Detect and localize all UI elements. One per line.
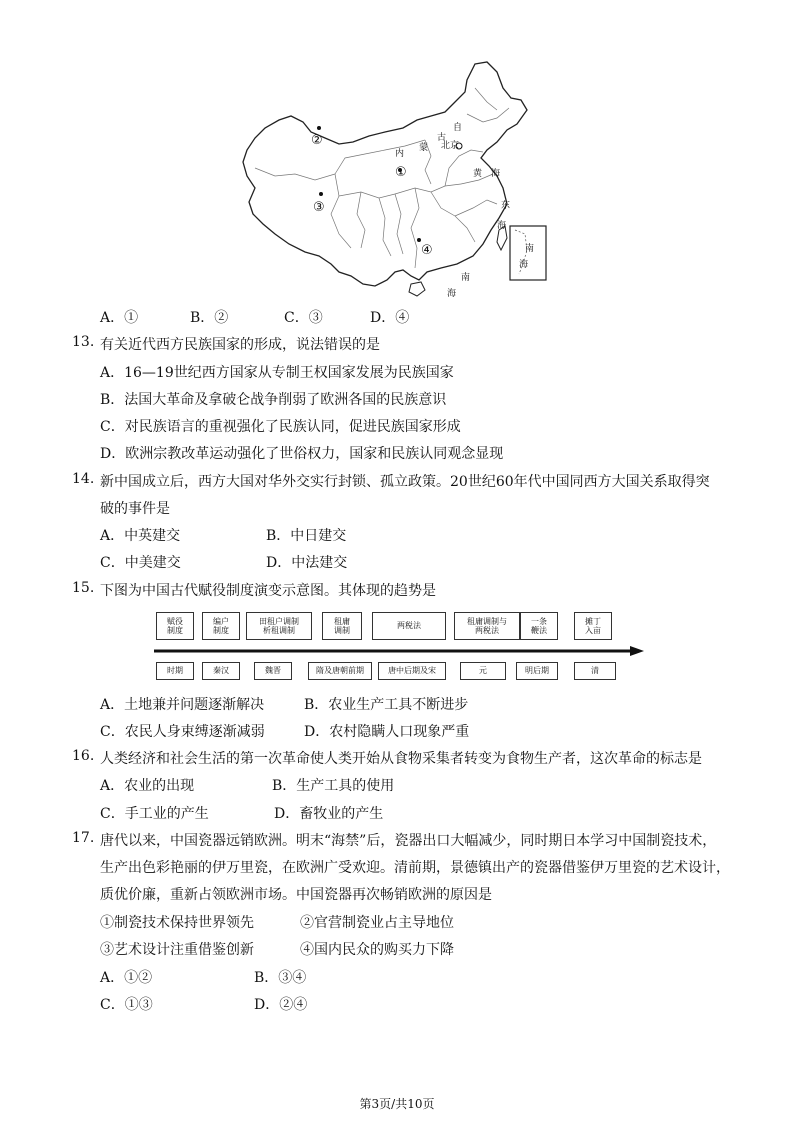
svg-text:黄: 黄	[473, 169, 483, 179]
timeline-period-box: 元	[460, 662, 506, 680]
timeline-top-box: 赋役 制度	[156, 612, 194, 640]
china-map	[235, 58, 565, 303]
timeline-period-box: 秦汉	[202, 662, 240, 680]
hainan-island	[409, 282, 425, 296]
q13-option-b[interactable]: B．法国大革命及拿破仑战争削弱了欧洲各国的民族意识	[100, 392, 447, 408]
timeline-top-box: 租庸调制与 两税法	[454, 612, 520, 640]
q17-item-3: ③艺术设计注重借鉴创新	[100, 942, 254, 958]
timeline-arrow	[150, 646, 650, 656]
question-stem: 唐代以来，中国瓷器远销欧洲。明末“海禁”后，瓷器出口大幅减少，同时期日本学习中国制瓷技术，	[100, 833, 717, 849]
q14-option-a[interactable]: A．中英建交	[100, 528, 181, 544]
mark-2: ②	[311, 133, 323, 148]
question-number: 16.	[72, 748, 95, 764]
q13-option-c[interactable]: C．对民族语言的重视强化了民族认同，促进民族国家形成	[100, 419, 461, 435]
question-stem: 有关近代西方民族国家的形成，说法错误的是	[100, 337, 380, 353]
timeline-top-box: 田租户调制 析租调制	[246, 612, 312, 640]
q16-option-c[interactable]: C．手工业的产生	[100, 806, 209, 822]
question-number: 17.	[72, 830, 95, 846]
question-number: 15.	[72, 580, 95, 596]
svg-text:东: 东	[501, 201, 511, 211]
mark-1: ①	[395, 165, 407, 180]
svg-text:海: 海	[519, 260, 529, 270]
q15-option-b[interactable]: B．农业生产工具不断进步	[304, 697, 469, 713]
svg-text:内: 内	[395, 149, 405, 159]
q15-option-a[interactable]: A．土地兼并问题逐渐解决	[100, 697, 265, 713]
svg-text:南: 南	[461, 273, 471, 283]
q12-option-b[interactable]: B．②	[190, 310, 229, 326]
q13-option-d[interactable]: D．欧洲宗教改革运动强化了世俗权力，国家和民族认同观念显现	[100, 446, 504, 462]
question-number: 14.	[72, 471, 95, 487]
question-stem-cont: 生产出色彩艳丽的伊万里瓷，在欧洲广受欢迎。清前期，景德镇出产的瓷器借鉴伊万里瓷的艺术设计，	[100, 860, 730, 876]
timeline-top-box: 租庸 调制	[322, 612, 362, 640]
mark-3: ③	[313, 200, 325, 215]
question-number: 13.	[72, 334, 95, 350]
timeline-period-box: 魏晋	[254, 662, 292, 680]
q17-option-a[interactable]: A．①②	[100, 970, 153, 986]
q13-option-a[interactable]: A．16—19世纪西方国家从专制王权国家发展为民族国家	[100, 365, 454, 381]
timeline-period-box: 唐中后期及宋	[378, 662, 446, 680]
question-stem: 新中国成立后，西方大国对华外交实行封锁、孤立政策。20世纪60年代中国同西方大国关系取得突	[100, 474, 710, 490]
svg-text:蒙: 蒙	[419, 143, 429, 153]
q16-option-b[interactable]: B．生产工具的使用	[272, 778, 395, 794]
svg-text:古: 古	[437, 133, 447, 143]
question-stem: 下图为中国古代赋役制度演变示意图。其体现的趋势是	[100, 583, 436, 599]
tax-timeline-diagram	[150, 610, 650, 682]
q14-option-c[interactable]: C．中美建交	[100, 555, 181, 571]
svg-text:南: 南	[525, 244, 535, 254]
timeline-period-box: 明后期	[516, 662, 558, 680]
timeline-top-box: 两税法	[372, 612, 446, 640]
svg-text:自: 自	[453, 123, 463, 133]
timeline-top-box: 编户 制度	[202, 612, 240, 640]
q15-option-c[interactable]: C．农民人身束缚逐渐减弱	[100, 724, 265, 740]
timeline-top-box: 摊丁 入亩	[574, 612, 612, 640]
timeline-period-box: 隋及唐朝前期	[308, 662, 372, 680]
q14-option-b[interactable]: B．中日建交	[266, 528, 347, 544]
q16-option-d[interactable]: D．畜牧业的产生	[274, 806, 384, 822]
timeline-top-box: 一条 鞭法	[520, 612, 558, 640]
beijing-label: 北京	[441, 141, 460, 151]
page-footer: 第3页/共10页	[359, 1097, 435, 1111]
svg-text:海: 海	[491, 169, 501, 179]
q14-option-d[interactable]: D．中法建交	[266, 555, 348, 571]
timeline-period-box: 清	[574, 662, 616, 680]
question-stem-cont: 破的事件是	[100, 501, 170, 517]
q17-item-4: ④国内民众的购买力下降	[300, 942, 454, 958]
q17-option-b[interactable]: B．③④	[254, 970, 307, 986]
q17-option-c[interactable]: C．①③	[100, 997, 153, 1013]
svg-text:海: 海	[497, 221, 507, 231]
q12-option-c[interactable]: C．③	[284, 310, 323, 326]
mark-4: ④	[421, 243, 433, 258]
q15-option-d[interactable]: D．农村隐瞒人口现象严重	[304, 724, 470, 740]
q17-item-2: ②官营制瓷业占主导地位	[300, 915, 454, 931]
q12-option-d[interactable]: D．④	[370, 310, 410, 326]
question-stem: 人类经济和社会生活的第一次革命使人类开始从食物采集者转变为食物生产者，这次革命的标志是	[100, 751, 702, 767]
q17-item-1: ①制瓷技术保持世界领先	[100, 915, 254, 931]
svg-text:海: 海	[447, 289, 457, 299]
q12-option-a[interactable]: A．①	[100, 310, 139, 326]
china-outline	[243, 62, 527, 286]
q16-option-a[interactable]: A．农业的出现	[100, 778, 195, 794]
q17-option-d[interactable]: D．②④	[254, 997, 308, 1013]
timeline-period-box: 时期	[156, 662, 194, 680]
question-stem-cont: 质优价廉，重新占领欧洲市场。中国瓷器再次畅销欧洲的原因是	[100, 887, 492, 903]
